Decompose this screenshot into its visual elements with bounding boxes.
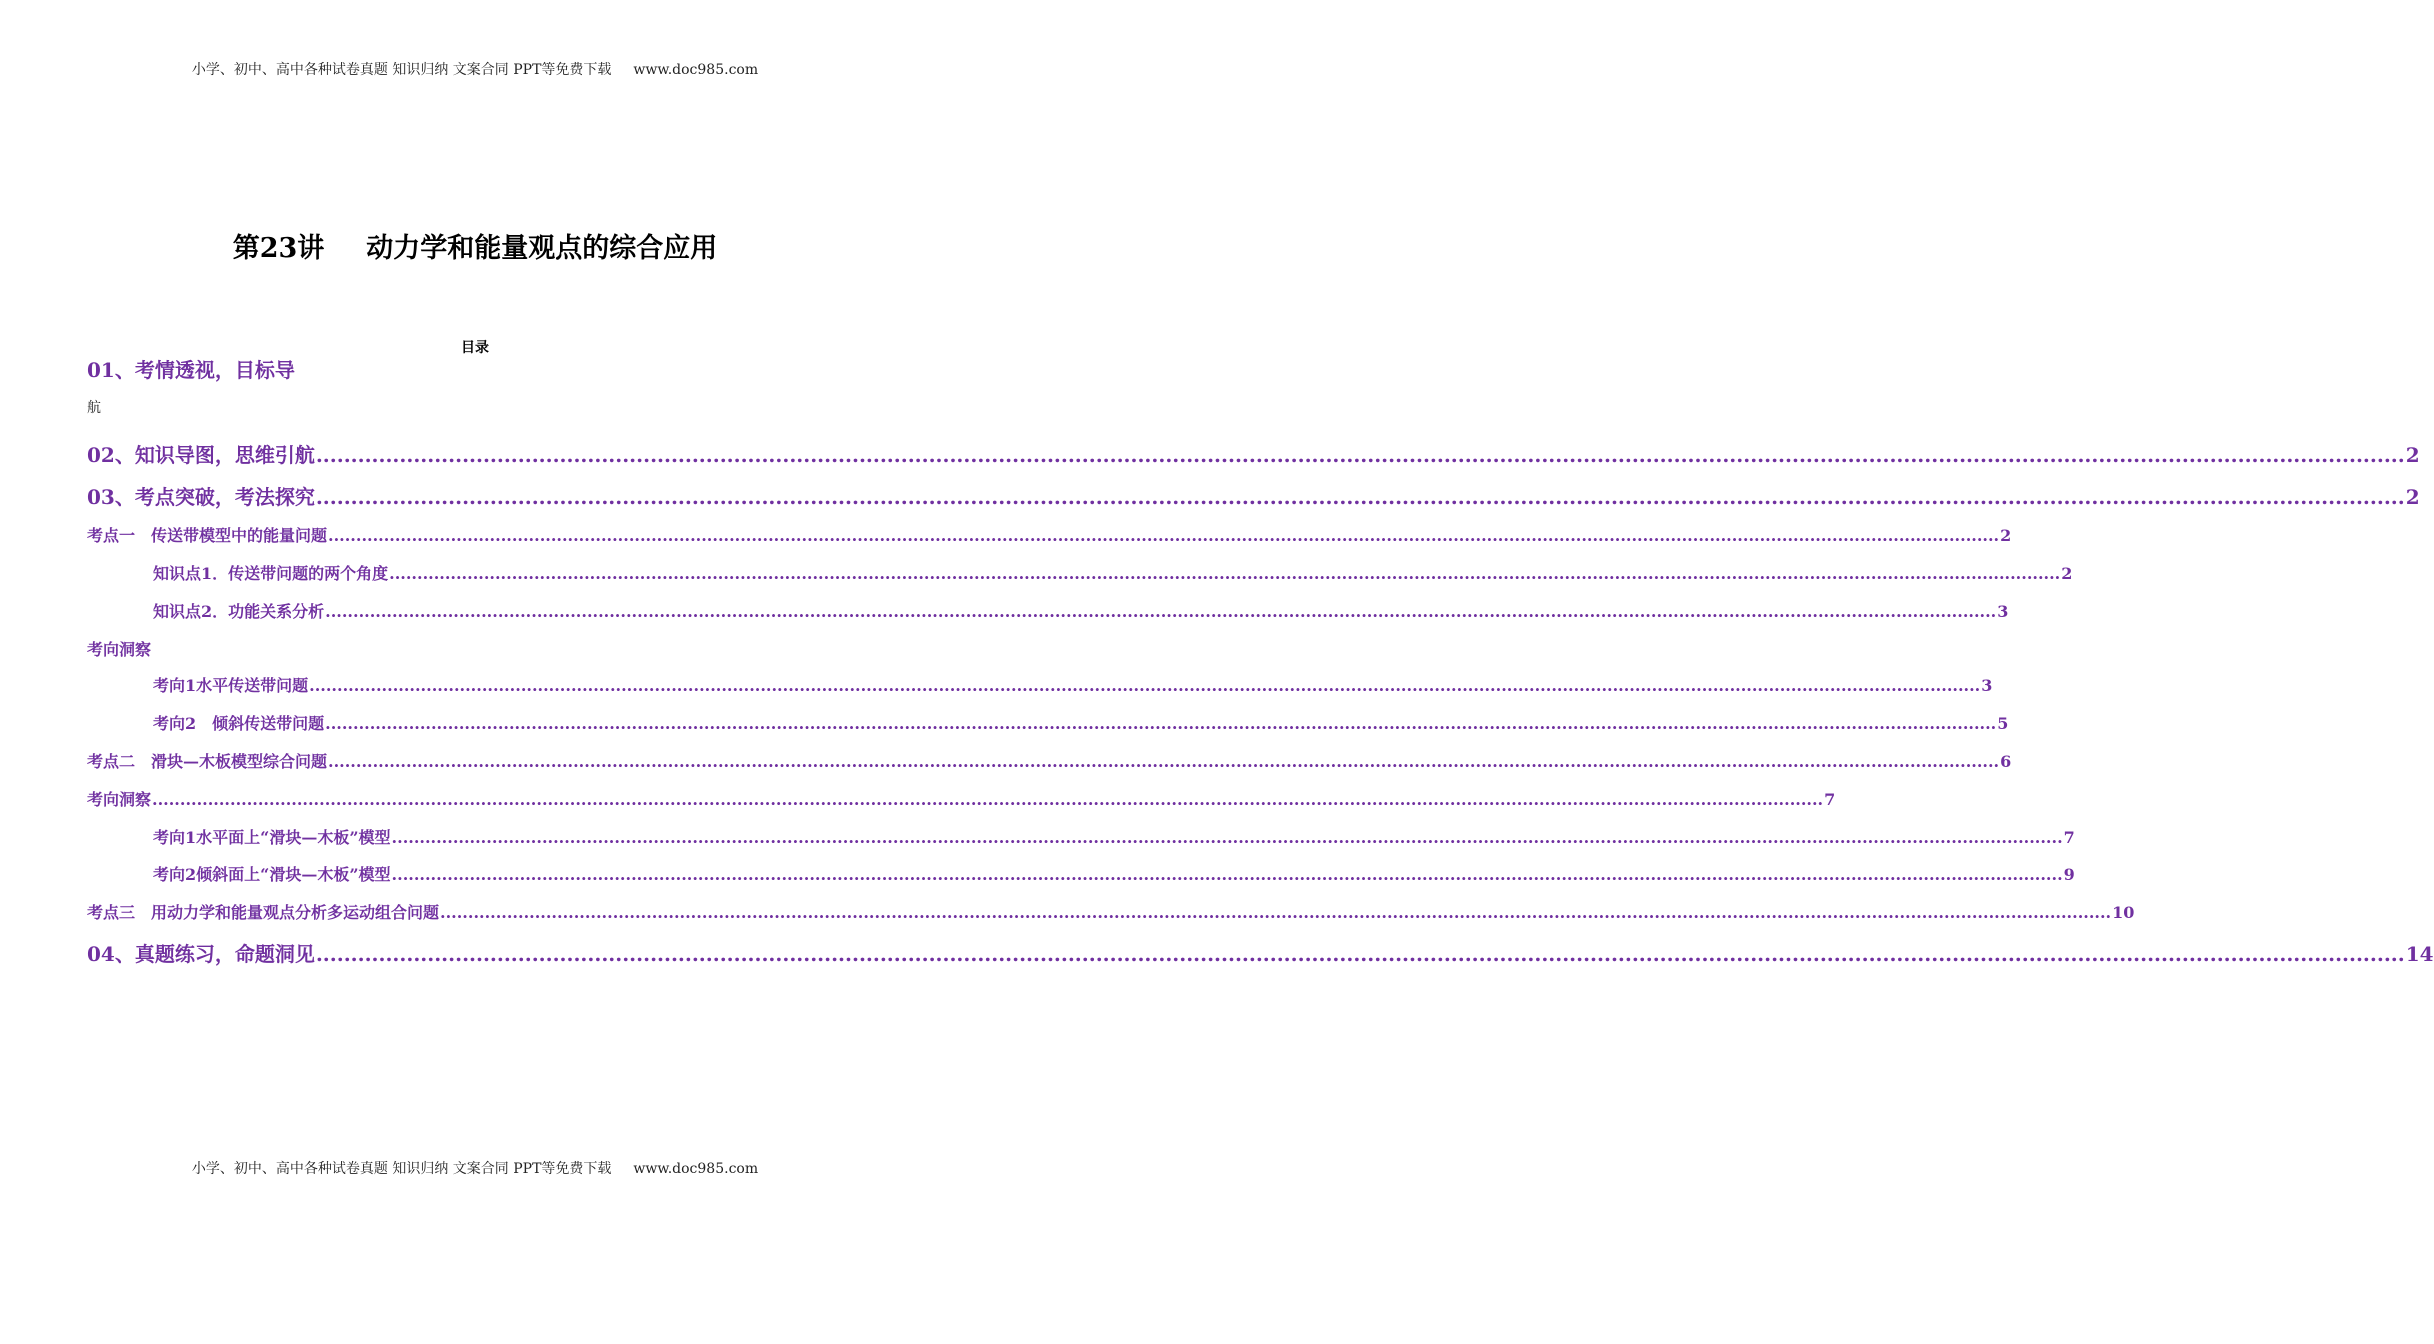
- toc-entry-04[interactable]: [87, 938, 2434, 967]
- toc-page-number: 14: [2405, 942, 2434, 966]
- toc-entry-kaodian-1[interactable]: [87, 523, 2012, 546]
- toc-page-number: 10: [2112, 903, 2135, 922]
- toc-entry-kaoxiang-dongcha-2[interactable]: [87, 787, 1836, 810]
- toc-entry-label: 03、考点突破，考法探究: [87, 485, 315, 509]
- toc-page-number: 3: [1997, 602, 2009, 621]
- toc-leader-dots: ............................................................................................................................................................................................................................................................................................................: [328, 526, 2000, 545]
- toc-entry-kaodian-2[interactable]: [87, 749, 2012, 772]
- toc-entry-01-wrap: 航: [87, 400, 101, 416]
- toc-entry-zhishidian-2[interactable]: [153, 599, 2009, 622]
- page-header: [0, 59, 950, 79]
- toc-page-number: 2: [2061, 564, 2073, 583]
- toc-page-number: 7: [2063, 828, 2075, 847]
- lecture-topic: 动力学和能量观点的综合应用: [366, 233, 718, 264]
- toc-entry-label: 考向1水平传送带问题: [153, 676, 309, 695]
- toc-entry-label: 04、真题练习，命题洞见: [87, 942, 315, 966]
- toc-leader-dots: ............................................................................................................................................................................................................................................................................................................: [315, 485, 2405, 509]
- toc-entry-kaodian-3[interactable]: [87, 900, 2135, 923]
- toc-page-number: 2: [2000, 526, 2012, 545]
- toc-entry-02[interactable]: [87, 439, 2420, 468]
- toc-leader-dots: ............................................................................................................................................................................................................................................................................................................: [325, 714, 1997, 733]
- lecture-number: 第23讲: [232, 233, 325, 264]
- toc-page-number: 3: [1981, 676, 1993, 695]
- toc-page-number: 9: [2063, 865, 2075, 884]
- toc-entry-label: 考点三 用动力学和能量观点分析多运动组合问题: [87, 903, 440, 922]
- toc-entry-label: 知识点1．传送带问题的两个角度: [153, 564, 389, 583]
- toc-leader-dots: ............................................................................................................................................................................................................................................................................................................: [152, 790, 1824, 809]
- toc-entry-label: 02、知识导图，思维引航: [87, 443, 315, 467]
- toc-leader-dots: ............................................................................................................................................................................................................................................................................................................: [391, 865, 2063, 884]
- page-footer: [0, 1158, 950, 1178]
- toc-entry-label: 考向2倾斜面上“滑块—木板”模型: [153, 865, 391, 884]
- header-site-link[interactable]: www.doc985.com: [633, 62, 759, 78]
- toc-leader-dots: ............................................................................................................................................................................................................................................................................................................: [440, 903, 2112, 922]
- toc-entry-label: 01、考情透视，目标导: [87, 358, 295, 382]
- toc-entry-kaoxiang-2-1[interactable]: [153, 825, 2075, 848]
- toc-leader-dots: ............................................................................................................................................................................................................................................................................................................: [315, 942, 2405, 966]
- toc-page-number: 2: [2405, 443, 2420, 467]
- toc-heading: 目录: [461, 340, 489, 356]
- toc-leader-dots: ............................................................................................................................................................................................................................................................................................................: [391, 828, 2063, 847]
- footer-text: 小学、初中、高中各种试卷真题 知识归纳 文案合同 PPT等免费下载: [191, 1161, 612, 1177]
- toc-entry-kaoxiang-1-2[interactable]: [153, 711, 2009, 734]
- toc-leader-dots: ............................................................................................................................................................................................................................................................................................................: [328, 752, 2000, 771]
- toc-entry-kaoxiang-dongcha-1[interactable]: [87, 637, 864, 660]
- toc-page-number: 7: [1824, 790, 1836, 809]
- toc-entry-label: 考向2 倾斜传送带问题: [153, 714, 325, 733]
- toc-page-number: 2: [2405, 485, 2420, 509]
- toc-page-number: 6: [2000, 752, 2012, 771]
- toc-entry-label: 知识点2．功能关系分析: [153, 602, 325, 621]
- toc-entry-label: 考向1水平面上“滑块—木板”模型: [153, 828, 391, 847]
- toc-entry-label: 考向洞察: [87, 640, 152, 659]
- toc-entry-label: 考点二 滑块—木板模型综合问题: [87, 752, 328, 771]
- toc-entry-01[interactable]: [87, 354, 864, 383]
- footer-site-link[interactable]: www.doc985.com: [633, 1161, 759, 1177]
- header-text: 小学、初中、高中各种试卷真题 知识归纳 文案合同 PPT等免费下载: [191, 62, 612, 78]
- toc-entry-03[interactable]: [87, 481, 2420, 510]
- toc-entry-label: 考点一 传送带模型中的能量问题: [87, 526, 328, 545]
- toc-entry-kaoxiang-2-2[interactable]: [153, 862, 2075, 885]
- toc-leader-dots: ............................................................................................................................................................................................................................................................................................................: [309, 676, 1981, 695]
- page-title: [0, 226, 950, 265]
- toc-entry-label: 考向洞察: [87, 790, 152, 809]
- toc-entry-kaoxiang-1-1[interactable]: [153, 673, 1993, 696]
- toc-entry-zhishidian-1[interactable]: [153, 561, 2073, 584]
- toc-page-number: 5: [1997, 714, 2009, 733]
- toc-leader-dots: ............................................................................................................................................................................................................................................................................................................: [325, 602, 1997, 621]
- toc-leader-dots: ............................................................................................................................................................................................................................................................................................................: [315, 443, 2405, 467]
- toc-leader-dots: ............................................................................................................................................................................................................................................................................................................: [389, 564, 2061, 583]
